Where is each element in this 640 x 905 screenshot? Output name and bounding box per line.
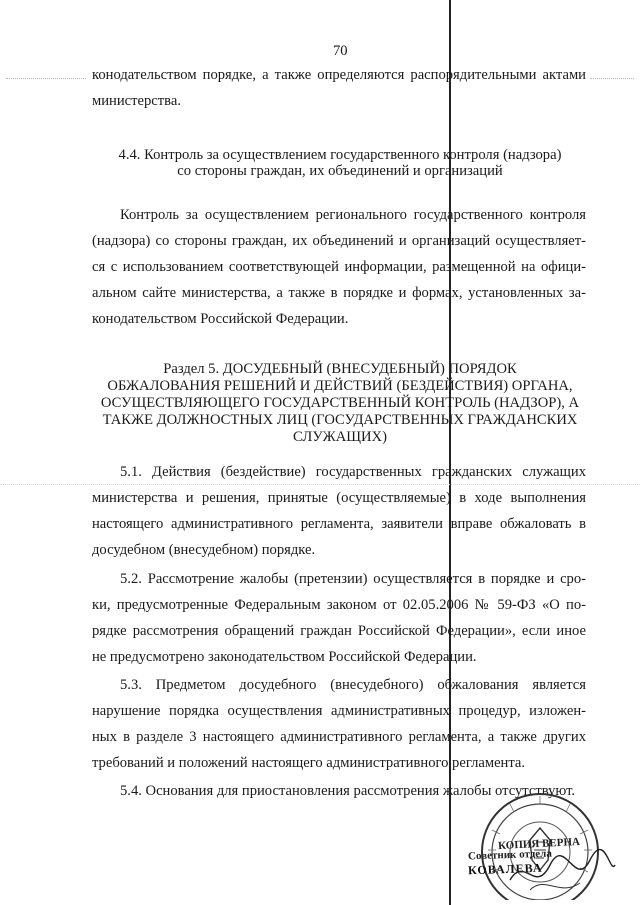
- para-4-4-line-5: конодательством Российской Федерации.: [92, 311, 349, 327]
- heading-4-4-line-1: 4.4. Контроль за осуществлением государственного контроля (надзора): [118, 147, 562, 163]
- p52-line-1: 5.2. Рассмотрение жалобы (претензии) осуществляется в порядке и сро-: [120, 571, 586, 587]
- para-4-4-line-2: (надзора) со стороны граждан, их объединений и организаций осуществляет-: [92, 233, 586, 249]
- p52-line-4: не предусмотрено законодательством Российской Федерации.: [92, 649, 477, 665]
- scan-dots-top-right: [590, 78, 634, 79]
- p52-line-2: ки, предусмотренные Федеральным законом от 02.05.2006 № 59-ФЗ «О по-: [92, 597, 586, 613]
- stamp-surname: КОВАЛЕВА: [467, 860, 543, 878]
- stamp-copy-true: КОПИЯ ВЕРНА: [497, 835, 581, 853]
- p53-line-4: требований и положений настоящего административного регламента.: [92, 755, 526, 771]
- p51-line-1: 5.1. Действия (бездействие) государственных гражданских служащих: [120, 464, 586, 480]
- section-5-line-1: Раздел 5. ДОСУДЕБНЫЙ (ВНЕСУДЕБНЫЙ) ПОРЯДОК: [163, 361, 517, 377]
- para-4-4-line-1: Контроль за осуществлением регионального государственного контроля: [120, 207, 586, 223]
- section-5-line-4: ТАКЖЕ ДОЛЖНОСТНЫХ ЛИЦ (ГОСУДАРСТВЕННЫХ ГРАЖДАНСКИХ: [102, 412, 578, 428]
- section-5-line-3: ОСУЩЕСТВЛЯЮЩЕГО ГОСУДАРСТВЕННЫЙ КОНТРОЛЬ (НАДЗОР), А: [100, 395, 580, 411]
- para-4-4-line-3: ся с использованием соответствующей информации, размещенной на офици-: [92, 259, 586, 275]
- signature-scribble-icon: [497, 835, 620, 905]
- top-line-2: министерства.: [92, 93, 181, 109]
- stamp-advisor: Советник отдела: [467, 847, 553, 863]
- p53-line-1: 5.3. Предметом досудебного (внесудебного) обжалования является: [120, 677, 586, 693]
- p51-line-4: досудебном (внесудебном) порядке.: [92, 542, 316, 558]
- p52-line-3: рядке рассмотрения обращений граждан Российской Федерации», если иное: [92, 623, 586, 639]
- p51-line-3: настоящего административного регламента, заявители вправе обжаловать в: [92, 516, 586, 532]
- top-line-1: конодательством порядке, а также определяются распорядительными актами: [92, 67, 586, 83]
- section-5-line-5: СЛУЖАЩИХ): [293, 429, 387, 445]
- scan-dots-mid: [0, 484, 640, 485]
- page-number: 70: [333, 43, 348, 59]
- p54-line-1: 5.4. Основания для приостановления рассмотрения жалобы отсутствуют.: [120, 783, 576, 799]
- section-5-line-2: ОБЖАЛОВАНИЯ РЕШЕНИЙ И ДЕЙСТВИЙ (БЕЗДЕЙСТВИЯ) ОРГАНА,: [107, 378, 573, 394]
- p53-line-2: нарушение порядка осуществления административных процедур, изложен-: [92, 703, 586, 719]
- heading-4-4-line-2: со стороны граждан, их объединений и организаций: [177, 163, 503, 179]
- p51-line-2: министерства и решения, принятые (осуществляемые) в ходе выполнения: [92, 490, 586, 506]
- scan-dots-top: [6, 78, 86, 79]
- para-4-4-line-4: альном сайте министерства, а также в порядке и формах, установленных за-: [92, 285, 586, 301]
- p53-line-3: ных в разделе 3 настоящего административного регламента, а также других: [92, 729, 586, 745]
